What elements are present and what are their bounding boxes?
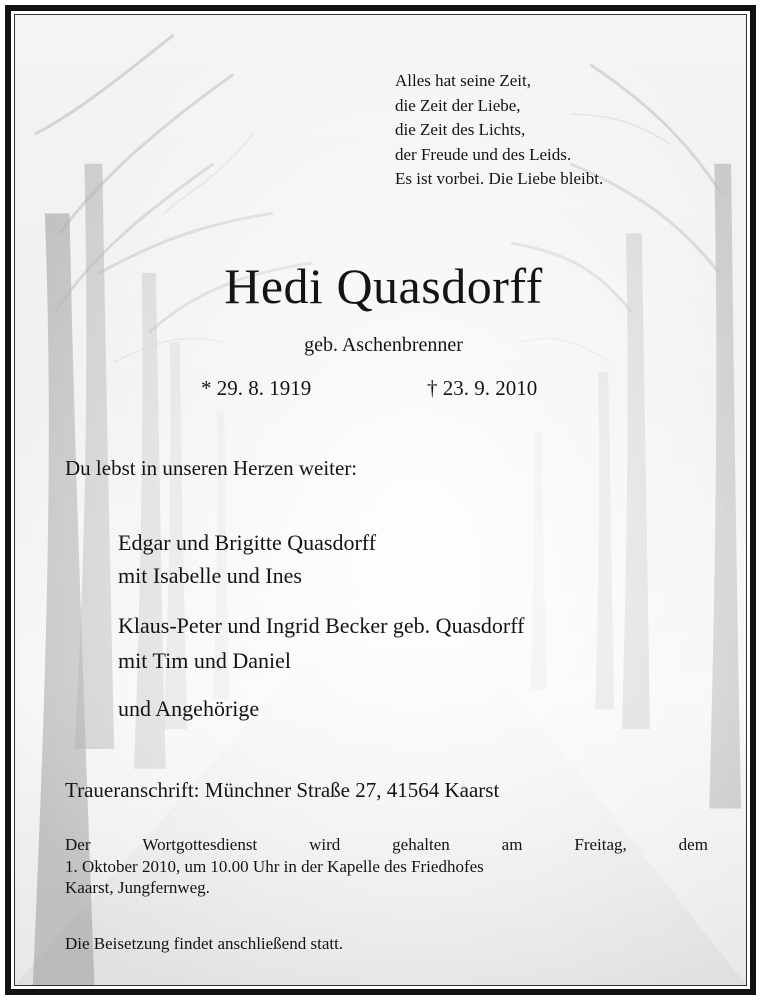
death-date: † 23. 9. 2010 — [427, 376, 538, 400]
service-word: Der — [65, 835, 91, 854]
poem-line: Alles hat seine Zeit, — [395, 71, 531, 90]
service-word: gehalten — [392, 835, 450, 854]
service-word: dem — [678, 835, 708, 854]
mourning-address: Traueranschrift: Münchner Straße 27, 41564 Kaarst — [65, 778, 500, 802]
service-word: am — [501, 835, 523, 854]
family-line: und Angehörige — [118, 696, 260, 721]
service-word: Freitag, — [574, 835, 627, 854]
poem-line: die Zeit der Liebe, — [395, 95, 521, 115]
family-line: mit Tim und Daniel — [118, 648, 291, 673]
poem-line: Es ist vorbei. Die Liebe bleibt. — [395, 169, 604, 188]
burial-notice: Die Beisetzung findet anschließend statt. — [65, 934, 344, 953]
family-line: Edgar und Brigitte Quasdorff — [118, 530, 377, 555]
birth-date: * 29. 8. 1919 — [201, 376, 312, 400]
poem — [395, 69, 603, 192]
intro-text: Du lebst in unseren Herzen weiter: — [65, 456, 358, 480]
poem-line: die Zeit des Lichts, — [395, 120, 526, 139]
service-line-3: Kaarst, Jungfernweg. — [65, 878, 210, 897]
family-line: mit Isabelle und Ines — [118, 563, 302, 588]
poem-line: der Freude und des Leids. — [395, 144, 572, 164]
service-line-1 — [65, 834, 708, 856]
obituary-card — [14, 14, 747, 986]
service-line-2: 1. Oktober 2010, um 10.00 Uhr in der Kapelle des Friedhofes — [65, 856, 484, 876]
obituary-frame — [5, 5, 756, 995]
maiden-name: geb. Aschenbrenner — [304, 334, 463, 356]
service-notice — [65, 834, 708, 899]
service-word: Wortgottesdienst — [142, 835, 258, 854]
service-word: wird — [309, 835, 341, 854]
family-line: Klaus-Peter und Ingrid Becker geb. Quasdorff — [118, 613, 525, 638]
deceased-name: Hedi Quasdorff — [224, 258, 543, 314]
